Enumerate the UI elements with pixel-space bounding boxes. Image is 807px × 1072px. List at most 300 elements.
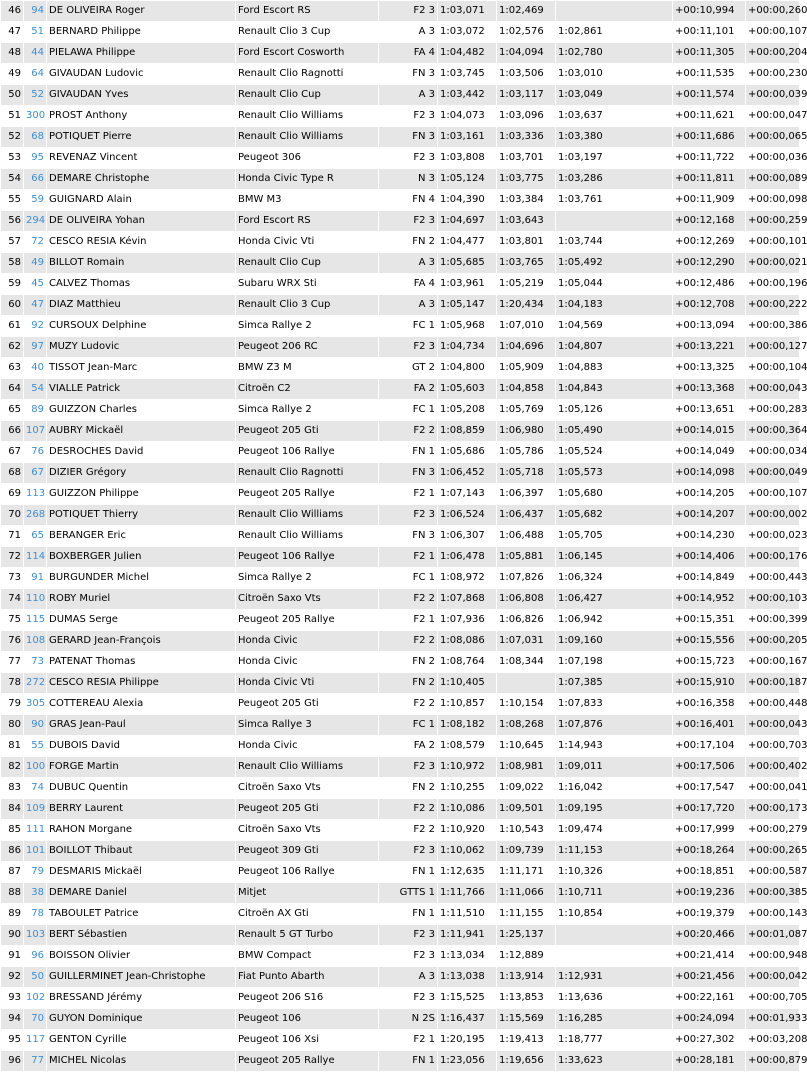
time-3-cell: 1:10,711 bbox=[556, 883, 673, 904]
time-2-cell: 1:04,696 bbox=[497, 337, 556, 358]
class-cell: F2 3 bbox=[379, 757, 438, 778]
class-cell: FN 1 bbox=[379, 1051, 438, 1072]
car-number-link[interactable]: 49 bbox=[31, 257, 44, 268]
car-number-link[interactable]: 47 bbox=[31, 299, 44, 310]
car-number-link[interactable]: 100 bbox=[26, 761, 46, 772]
car-model-cell: Peugeot 309 Gti bbox=[236, 841, 379, 862]
time-3-cell: 1:05,492 bbox=[556, 253, 673, 274]
class-cell: FA 4 bbox=[379, 274, 438, 295]
time-1-cell: 1:11,510 bbox=[438, 904, 497, 925]
car-number-link[interactable]: 92 bbox=[31, 320, 44, 331]
table-row bbox=[1, 106, 800, 127]
table-row bbox=[1, 589, 800, 610]
car-number-link[interactable]: 268 bbox=[26, 509, 46, 520]
table-row bbox=[1, 820, 800, 841]
time-3-cell: 1:05,044 bbox=[556, 274, 673, 295]
gap-to-previous-cell: +00:00,448 bbox=[746, 694, 800, 715]
car-model-cell: Peugeot 205 Rallye bbox=[236, 610, 379, 631]
gap-to-leader-cell: +00:24,094 bbox=[673, 1009, 746, 1030]
gap-to-leader-cell: +00:15,910 bbox=[673, 673, 746, 694]
car-number-link[interactable]: 111 bbox=[26, 824, 46, 835]
car-number-link[interactable]: 115 bbox=[26, 614, 46, 625]
time-1-cell: 1:05,686 bbox=[438, 442, 497, 463]
car-model-cell: Peugeot 106 bbox=[236, 1009, 379, 1030]
time-3-cell: 1:05,680 bbox=[556, 484, 673, 505]
car-number-link[interactable]: 97 bbox=[31, 341, 44, 352]
car-model-cell: Renault Clio 3 Cup bbox=[236, 22, 379, 43]
time-2-cell: 1:03,117 bbox=[497, 85, 556, 106]
driver-name-cell: CURSOUX Delphine bbox=[47, 316, 236, 337]
car-number-link[interactable]: 103 bbox=[26, 929, 46, 940]
table-row bbox=[1, 841, 800, 862]
gap-to-leader-cell: +00:12,269 bbox=[673, 232, 746, 253]
position-cell: 75 bbox=[1, 610, 24, 631]
car-model-cell: Ford Escort RS bbox=[236, 1, 379, 22]
gap-to-previous-cell: +00:00,042 bbox=[746, 967, 800, 988]
time-1-cell: 1:03,961 bbox=[438, 274, 497, 295]
time-3-cell: 1:06,324 bbox=[556, 568, 673, 589]
table-row bbox=[1, 988, 800, 1009]
car-number-cell bbox=[24, 652, 47, 673]
car-number-link[interactable]: 78 bbox=[31, 908, 44, 919]
car-number-link[interactable]: 59 bbox=[31, 194, 44, 205]
time-2-cell: 1:07,826 bbox=[497, 568, 556, 589]
time-1-cell: 1:10,972 bbox=[438, 757, 497, 778]
time-2-cell: 1:10,645 bbox=[497, 736, 556, 757]
time-2-cell: 1:15,569 bbox=[497, 1009, 556, 1030]
class-cell: F2 2 bbox=[379, 421, 438, 442]
table-row bbox=[1, 631, 800, 652]
time-3-cell: 1:09,474 bbox=[556, 820, 673, 841]
time-1-cell: 1:20,195 bbox=[438, 1030, 497, 1051]
position-cell: 73 bbox=[1, 568, 24, 589]
gap-to-previous-cell: +00:00,034 bbox=[746, 442, 800, 463]
gap-to-previous-cell: +00:00,041 bbox=[746, 778, 800, 799]
time-3-cell: 1:03,049 bbox=[556, 85, 673, 106]
table-row bbox=[1, 358, 800, 379]
car-number-cell bbox=[24, 169, 47, 190]
class-cell: GT 2 bbox=[379, 358, 438, 379]
time-3-cell: 1:06,145 bbox=[556, 547, 673, 568]
driver-name-cell: REVENAZ Vincent bbox=[47, 148, 236, 169]
class-cell: FN 3 bbox=[379, 526, 438, 547]
position-cell: 79 bbox=[1, 694, 24, 715]
car-number-link[interactable]: 65 bbox=[31, 530, 44, 541]
class-cell: FN 2 bbox=[379, 673, 438, 694]
car-number-link[interactable]: 91 bbox=[31, 572, 44, 583]
time-3-cell: 1:03,744 bbox=[556, 232, 673, 253]
driver-name-cell: BOXBERGER Julien bbox=[47, 547, 236, 568]
class-cell: FC 1 bbox=[379, 316, 438, 337]
gap-to-leader-cell: +00:14,049 bbox=[673, 442, 746, 463]
time-1-cell: 1:04,697 bbox=[438, 211, 497, 232]
car-number-cell bbox=[24, 778, 47, 799]
driver-name-cell: TABOULET Patrice bbox=[47, 904, 236, 925]
position-cell: 85 bbox=[1, 820, 24, 841]
car-model-cell: Renault Clio Williams bbox=[236, 757, 379, 778]
car-number-link[interactable]: 305 bbox=[26, 698, 46, 709]
gap-to-leader-cell: +00:11,535 bbox=[673, 64, 746, 85]
time-3-cell: 1:05,490 bbox=[556, 421, 673, 442]
car-number-link[interactable]: 74 bbox=[31, 782, 44, 793]
table-row bbox=[1, 526, 800, 547]
gap-to-leader-cell: +00:11,574 bbox=[673, 85, 746, 106]
time-2-cell: 1:03,096 bbox=[497, 106, 556, 127]
position-cell: 62 bbox=[1, 337, 24, 358]
gap-to-leader-cell: +00:13,325 bbox=[673, 358, 746, 379]
car-number-cell bbox=[24, 925, 47, 946]
car-number-link[interactable]: 107 bbox=[26, 425, 46, 436]
car-model-cell: Honda Civic bbox=[236, 631, 379, 652]
car-number-link[interactable]: 40 bbox=[31, 362, 44, 373]
table-row bbox=[1, 148, 800, 169]
time-1-cell: 1:07,936 bbox=[438, 610, 497, 631]
position-cell: 47 bbox=[1, 22, 24, 43]
time-2-cell: 1:05,769 bbox=[497, 400, 556, 421]
driver-name-cell: MICHEL Nicolas bbox=[47, 1051, 236, 1072]
car-number-link[interactable]: 101 bbox=[26, 845, 46, 856]
car-number-cell bbox=[24, 421, 47, 442]
car-number-cell bbox=[24, 589, 47, 610]
time-1-cell: 1:10,086 bbox=[438, 799, 497, 820]
driver-name-cell: GENTON Cyrille bbox=[47, 1030, 236, 1051]
time-3-cell bbox=[556, 946, 673, 967]
car-number-link[interactable]: 77 bbox=[31, 1055, 44, 1066]
gap-to-previous-cell: +00:00,222 bbox=[746, 295, 800, 316]
time-2-cell: 1:03,506 bbox=[497, 64, 556, 85]
driver-name-cell: CALVEZ Thomas bbox=[47, 274, 236, 295]
class-cell: F2 1 bbox=[379, 610, 438, 631]
car-model-cell: Honda Civic Vti bbox=[236, 673, 379, 694]
car-number-cell bbox=[24, 883, 47, 904]
time-1-cell: 1:04,390 bbox=[438, 190, 497, 211]
time-1-cell: 1:05,603 bbox=[438, 379, 497, 400]
table-row bbox=[1, 946, 800, 967]
gap-to-previous-cell: +00:00,043 bbox=[746, 379, 800, 400]
table-row bbox=[1, 568, 800, 589]
driver-name-cell: PROST Anthony bbox=[47, 106, 236, 127]
car-number-link[interactable]: 66 bbox=[31, 173, 44, 184]
gap-to-previous-cell: +00:00,283 bbox=[746, 400, 800, 421]
position-cell: 56 bbox=[1, 211, 24, 232]
table-row bbox=[1, 547, 800, 568]
car-number-link[interactable]: 110 bbox=[26, 593, 46, 604]
gap-to-previous-cell: +00:00,259 bbox=[746, 211, 800, 232]
car-number-link[interactable]: 51 bbox=[31, 26, 44, 37]
class-cell: FN 3 bbox=[379, 127, 438, 148]
class-cell: FA 2 bbox=[379, 379, 438, 400]
car-number-link[interactable]: 272 bbox=[26, 677, 46, 688]
gap-to-leader-cell: +00:17,104 bbox=[673, 736, 746, 757]
table-row bbox=[1, 232, 800, 253]
car-model-cell: Citroën Saxo Vts bbox=[236, 820, 379, 841]
class-cell: N 2S bbox=[379, 1009, 438, 1030]
car-number-link[interactable]: 114 bbox=[26, 551, 46, 562]
time-3-cell: 1:14,943 bbox=[556, 736, 673, 757]
car-model-cell: Renault Clio Cup bbox=[236, 253, 379, 274]
car-number-link[interactable]: 45 bbox=[31, 278, 44, 289]
gap-to-leader-cell: +00:19,236 bbox=[673, 883, 746, 904]
position-cell: 86 bbox=[1, 841, 24, 862]
car-number-link[interactable]: 95 bbox=[31, 152, 44, 163]
gap-to-previous-cell: +00:00,587 bbox=[746, 862, 800, 883]
time-2-cell: 1:05,909 bbox=[497, 358, 556, 379]
gap-to-previous-cell: +00:00,176 bbox=[746, 547, 800, 568]
class-cell: A 3 bbox=[379, 85, 438, 106]
position-cell: 66 bbox=[1, 421, 24, 442]
car-number-link[interactable]: 300 bbox=[26, 110, 46, 121]
time-3-cell: 1:09,160 bbox=[556, 631, 673, 652]
gap-to-leader-cell: +00:13,368 bbox=[673, 379, 746, 400]
gap-to-previous-cell: +00:00,107 bbox=[746, 484, 800, 505]
driver-name-cell: PIELAWA Philippe bbox=[47, 43, 236, 64]
car-number-cell bbox=[24, 316, 47, 337]
driver-name-cell: BRESSAND Jérémy bbox=[47, 988, 236, 1009]
car-number-link[interactable]: 109 bbox=[26, 803, 46, 814]
class-cell: FC 1 bbox=[379, 568, 438, 589]
table-row bbox=[1, 1, 800, 22]
car-number-cell bbox=[24, 295, 47, 316]
gap-to-previous-cell: +00:00,049 bbox=[746, 463, 800, 484]
car-number-cell bbox=[24, 736, 47, 757]
driver-name-cell: GUIZZON Charles bbox=[47, 400, 236, 421]
car-model-cell: Citroën Saxo Vts bbox=[236, 589, 379, 610]
car-number-link[interactable]: 38 bbox=[31, 887, 44, 898]
gap-to-leader-cell: +00:14,849 bbox=[673, 568, 746, 589]
car-number-link[interactable]: 79 bbox=[31, 866, 44, 877]
time-2-cell: 1:03,643 bbox=[497, 211, 556, 232]
driver-name-cell: GRAS Jean-Paul bbox=[47, 715, 236, 736]
driver-name-cell: GUIGNARD Alain bbox=[47, 190, 236, 211]
time-1-cell: 1:12,635 bbox=[438, 862, 497, 883]
gap-to-previous-cell: +00:00,948 bbox=[746, 946, 800, 967]
car-number-link[interactable]: 89 bbox=[31, 404, 44, 415]
class-cell: F2 3 bbox=[379, 841, 438, 862]
time-1-cell: 1:23,056 bbox=[438, 1051, 497, 1072]
results-body bbox=[1, 1, 807, 1072]
car-number-link[interactable]: 68 bbox=[31, 131, 44, 142]
car-number-link[interactable]: 50 bbox=[31, 971, 44, 982]
time-2-cell: 1:06,826 bbox=[497, 610, 556, 631]
gap-to-previous-cell: +00:00,101 bbox=[746, 232, 800, 253]
driver-name-cell: DUBOIS David bbox=[47, 736, 236, 757]
position-cell: 95 bbox=[1, 1030, 24, 1051]
time-1-cell: 1:06,478 bbox=[438, 547, 497, 568]
car-number-cell bbox=[24, 1030, 47, 1051]
car-number-link[interactable]: 67 bbox=[31, 467, 44, 478]
driver-name-cell: DIZIER Grégory bbox=[47, 463, 236, 484]
car-number-link[interactable]: 70 bbox=[31, 1013, 44, 1024]
position-cell: 50 bbox=[1, 85, 24, 106]
car-number-cell bbox=[24, 442, 47, 463]
time-2-cell: 1:05,718 bbox=[497, 463, 556, 484]
car-number-cell bbox=[24, 190, 47, 211]
time-1-cell: 1:05,208 bbox=[438, 400, 497, 421]
table-row bbox=[1, 190, 800, 211]
table-row bbox=[1, 379, 800, 400]
time-1-cell: 1:10,920 bbox=[438, 820, 497, 841]
driver-name-cell: DUBUC Quentin bbox=[47, 778, 236, 799]
class-cell: F2 2 bbox=[379, 589, 438, 610]
car-number-cell bbox=[24, 1, 47, 22]
gap-to-previous-cell: +00:00,127 bbox=[746, 337, 800, 358]
car-model-cell: Ford Escort Cosworth bbox=[236, 43, 379, 64]
table-row bbox=[1, 295, 800, 316]
car-number-cell bbox=[24, 967, 47, 988]
car-number-link[interactable]: 55 bbox=[31, 740, 44, 751]
driver-name-cell: AUBRY Mickaël bbox=[47, 421, 236, 442]
class-cell: F2 2 bbox=[379, 631, 438, 652]
car-number-link[interactable]: 73 bbox=[31, 656, 44, 667]
class-cell: A 3 bbox=[379, 295, 438, 316]
car-number-cell bbox=[24, 757, 47, 778]
time-3-cell: 1:07,876 bbox=[556, 715, 673, 736]
time-2-cell: 1:08,268 bbox=[497, 715, 556, 736]
driver-name-cell: BERANGER Eric bbox=[47, 526, 236, 547]
gap-to-leader-cell: +00:14,230 bbox=[673, 526, 746, 547]
time-2-cell: 1:10,154 bbox=[497, 694, 556, 715]
driver-name-cell: GUILLERMINET Jean-Christophe bbox=[47, 967, 236, 988]
time-2-cell: 1:13,914 bbox=[497, 967, 556, 988]
table-row bbox=[1, 967, 800, 988]
gap-to-leader-cell: +00:11,722 bbox=[673, 148, 746, 169]
car-number-cell bbox=[24, 232, 47, 253]
time-2-cell: 1:09,739 bbox=[497, 841, 556, 862]
car-model-cell: Renault Clio Williams bbox=[236, 127, 379, 148]
time-1-cell: 1:07,868 bbox=[438, 589, 497, 610]
car-number-link[interactable]: 117 bbox=[26, 1034, 46, 1045]
gap-to-previous-cell: +00:00,107 bbox=[746, 22, 800, 43]
car-number-link[interactable]: 72 bbox=[31, 236, 44, 247]
car-number-link[interactable]: 90 bbox=[31, 719, 44, 730]
gap-to-previous-cell: +00:00,879 bbox=[746, 1051, 800, 1072]
car-number-link[interactable]: 54 bbox=[31, 383, 44, 394]
time-2-cell: 1:03,775 bbox=[497, 169, 556, 190]
gap-to-previous-cell: +00:00,021 bbox=[746, 253, 800, 274]
class-cell: A 3 bbox=[379, 22, 438, 43]
gap-to-leader-cell: +00:18,851 bbox=[673, 862, 746, 883]
time-3-cell: 1:07,833 bbox=[556, 694, 673, 715]
class-cell: N 3 bbox=[379, 169, 438, 190]
car-model-cell: Renault Clio Cup bbox=[236, 85, 379, 106]
time-3-cell: 1:04,843 bbox=[556, 379, 673, 400]
position-cell: 93 bbox=[1, 988, 24, 1009]
time-1-cell: 1:03,745 bbox=[438, 64, 497, 85]
gap-to-leader-cell: +00:12,486 bbox=[673, 274, 746, 295]
gap-to-leader-cell: +00:21,456 bbox=[673, 967, 746, 988]
gap-to-previous-cell: +00:00,703 bbox=[746, 736, 800, 757]
gap-to-previous-cell: +00:00,089 bbox=[746, 169, 800, 190]
gap-to-previous-cell: +00:00,036 bbox=[746, 148, 800, 169]
gap-to-leader-cell: +00:16,358 bbox=[673, 694, 746, 715]
driver-name-cell: PATENAT Thomas bbox=[47, 652, 236, 673]
position-cell: 72 bbox=[1, 547, 24, 568]
time-2-cell: 1:05,786 bbox=[497, 442, 556, 463]
time-1-cell: 1:04,073 bbox=[438, 106, 497, 127]
table-row bbox=[1, 652, 800, 673]
time-2-cell: 1:06,808 bbox=[497, 589, 556, 610]
table-row bbox=[1, 904, 800, 925]
car-number-cell bbox=[24, 505, 47, 526]
class-cell: F2 3 bbox=[379, 148, 438, 169]
car-number-link[interactable]: 44 bbox=[31, 47, 44, 58]
class-cell: A 3 bbox=[379, 253, 438, 274]
time-3-cell: 1:05,126 bbox=[556, 400, 673, 421]
car-number-link[interactable]: 64 bbox=[31, 68, 44, 79]
car-number-link[interactable]: 294 bbox=[26, 215, 46, 226]
table-row bbox=[1, 442, 800, 463]
time-1-cell: 1:08,086 bbox=[438, 631, 497, 652]
gap-to-leader-cell: +00:13,651 bbox=[673, 400, 746, 421]
car-number-cell bbox=[24, 862, 47, 883]
driver-name-cell: BOILLOT Thibaut bbox=[47, 841, 236, 862]
car-number-link[interactable]: 76 bbox=[31, 446, 44, 457]
car-model-cell: Peugeot 106 Rallye bbox=[236, 442, 379, 463]
car-model-cell: Citroën AX Gti bbox=[236, 904, 379, 925]
time-2-cell: 1:11,171 bbox=[497, 862, 556, 883]
time-1-cell: 1:08,859 bbox=[438, 421, 497, 442]
time-2-cell: 1:07,031 bbox=[497, 631, 556, 652]
table-row bbox=[1, 1030, 800, 1051]
gap-to-previous-cell: +00:01,933 bbox=[746, 1009, 800, 1030]
time-1-cell: 1:13,038 bbox=[438, 967, 497, 988]
time-1-cell: 1:04,800 bbox=[438, 358, 497, 379]
position-cell: 88 bbox=[1, 883, 24, 904]
car-model-cell: Renault Clio Williams bbox=[236, 505, 379, 526]
time-3-cell: 1:03,380 bbox=[556, 127, 673, 148]
car-number-link[interactable]: 113 bbox=[26, 488, 46, 499]
class-cell: FC 1 bbox=[379, 400, 438, 421]
time-1-cell: 1:08,579 bbox=[438, 736, 497, 757]
position-cell: 82 bbox=[1, 757, 24, 778]
car-number-link[interactable]: 102 bbox=[26, 992, 46, 1003]
car-model-cell: Peugeot 206 RC bbox=[236, 337, 379, 358]
time-1-cell: 1:16,437 bbox=[438, 1009, 497, 1030]
driver-name-cell: DESMARIS Mickaël bbox=[47, 862, 236, 883]
car-number-cell bbox=[24, 211, 47, 232]
table-row bbox=[1, 778, 800, 799]
time-1-cell: 1:05,147 bbox=[438, 295, 497, 316]
car-number-link[interactable]: 52 bbox=[31, 89, 44, 100]
gap-to-leader-cell: +00:12,708 bbox=[673, 295, 746, 316]
time-1-cell: 1:03,161 bbox=[438, 127, 497, 148]
car-model-cell: Simca Rallye 3 bbox=[236, 715, 379, 736]
gap-to-leader-cell: +00:13,221 bbox=[673, 337, 746, 358]
class-cell: F2 2 bbox=[379, 694, 438, 715]
time-3-cell: 1:02,780 bbox=[556, 43, 673, 64]
time-1-cell: 1:04,734 bbox=[438, 337, 497, 358]
table-row bbox=[1, 22, 800, 43]
class-cell: F2 3 bbox=[379, 505, 438, 526]
class-cell: FA 2 bbox=[379, 736, 438, 757]
car-number-link[interactable]: 108 bbox=[26, 635, 46, 646]
car-number-link[interactable]: 96 bbox=[31, 950, 44, 961]
driver-name-cell: MUZY Ludovic bbox=[47, 337, 236, 358]
time-2-cell: 1:04,858 bbox=[497, 379, 556, 400]
class-cell: A 3 bbox=[379, 967, 438, 988]
car-model-cell: Peugeot 205 Gti bbox=[236, 421, 379, 442]
driver-name-cell: POTIQUET Thierry bbox=[47, 505, 236, 526]
time-3-cell: 1:03,761 bbox=[556, 190, 673, 211]
table-row bbox=[1, 421, 800, 442]
gap-to-previous-cell: +00:00,205 bbox=[746, 631, 800, 652]
table-row bbox=[1, 505, 800, 526]
time-3-cell: 1:16,285 bbox=[556, 1009, 673, 1030]
time-2-cell: 1:11,066 bbox=[497, 883, 556, 904]
gap-to-previous-cell: +00:00,260 bbox=[746, 1, 800, 22]
car-number-link[interactable]: 94 bbox=[31, 5, 44, 16]
gap-to-leader-cell: +00:19,379 bbox=[673, 904, 746, 925]
